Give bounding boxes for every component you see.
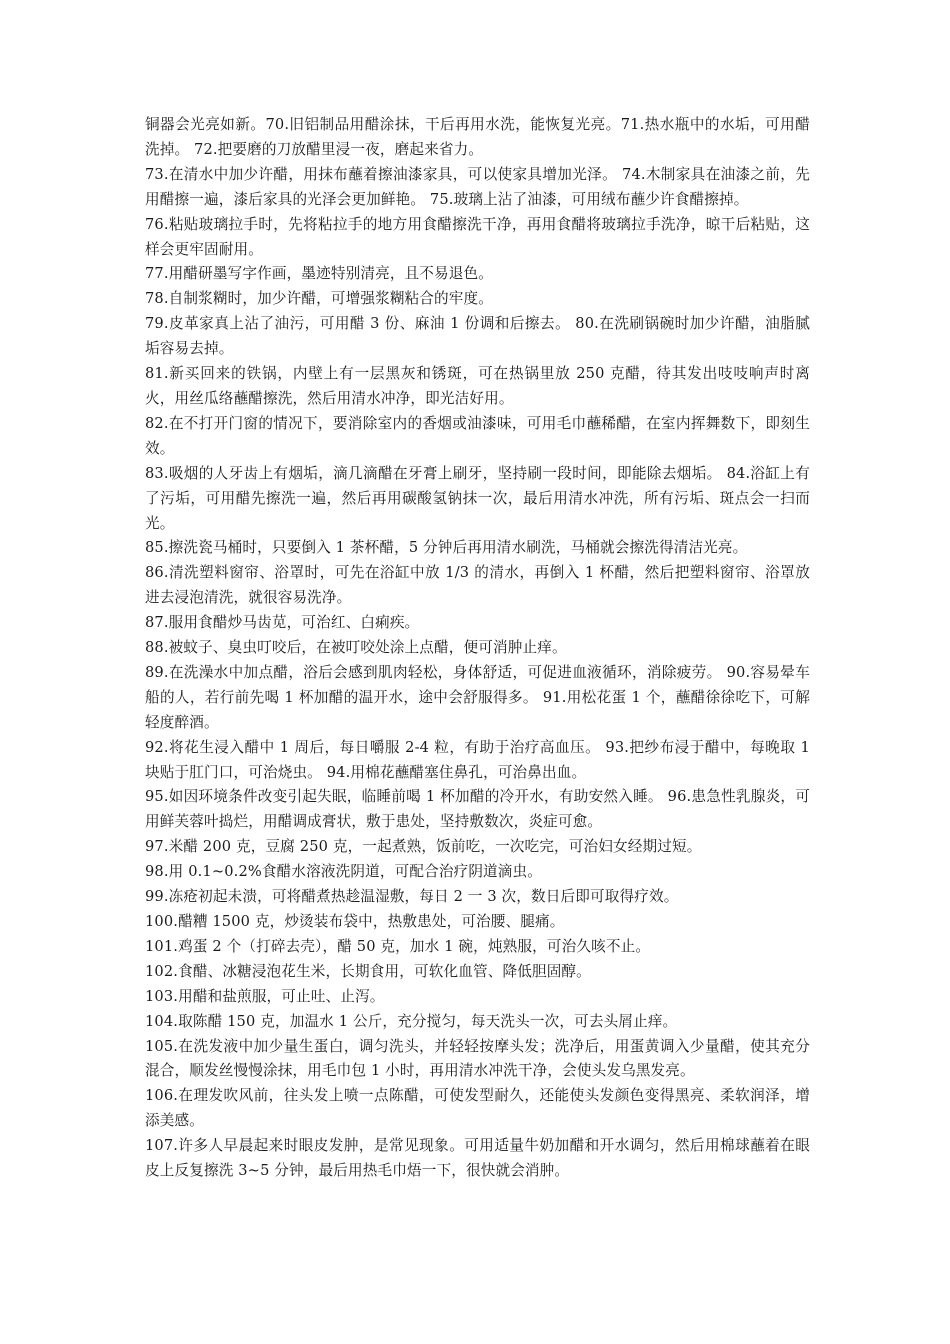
paragraph-3: 76.粘贴玻璃拉手时，先将粘拉手的地方用食醋擦洗干净，再用食醋将玻璃拉手洗净，晾干后粘贴，这样会更牢固耐用。: [145, 215, 810, 258]
paragraph-11: 86.清洗塑料窗帘、浴罩时，可先在浴缸中放 1/3 的清水，再倒入 1 杯醋，然后把塑料窗帘、浴罩放进去浸泡清洗，就很容易洗净。: [145, 564, 810, 607]
paragraph-20: 100.醋糟 1500 克，炒烫装布袋中，热敷患处，可治腰、腿痛。: [145, 913, 565, 930]
paragraph-27: 107.许多人早晨起来时眼皮发肿，是常见现象。可用适量牛奶加醋和开水调匀，然后用棉球蘸着在眼皮上反复擦洗 3~5 分钟，最后用热毛巾焐一下，很快就会消肿。: [145, 1137, 810, 1180]
paragraph-22: 102.食醋、冰糖浸泡花生米，长期食用，可软化血管、降低胆固醇。: [145, 962, 591, 980]
paragraph-5: 78.自制浆糊时，加少许醋，可增强浆糊粘合的牢度。: [145, 290, 494, 308]
paragraph-9: 83.吸烟的人牙齿上有烟垢，滴几滴醋在牙膏上刷牙，坚持刷一段时间，即能除去烟垢。 84.浴缸上有了污垢，可用醋先擦洗一遍，然后再用碳酸氢钠抹一次，最后用清水冲洗，所有污垢、斑点会一扫而光。: [145, 464, 810, 532]
paragraph-2: 73.在清水中加少许醋，用抹布蘸着擦油漆家具，可以使家具增加光泽。 74.木制家具在油漆之前，先用醋擦一遍，漆后家具的光泽会更加鲜艳。 75.玻璃上沾了油漆，可用绒布蘸少许食醋擦掉。: [145, 165, 810, 208]
paragraph-15: 92.将花生浸入醋中 1 周后，每日嚼服 2-4 粒，有助于治疗高血压。 93.把纱布浸于醋中，每晚取 1 块贴于肛门口，可治烧虫。 94.用棉花蘸醋塞住鼻孔，可治鼻出血。: [145, 738, 810, 781]
paragraph-4: 77.用醋研墨写字作画，墨迹特别清亮，且不易退色。: [145, 265, 494, 283]
paragraph-21: 101.鸡蛋 2 个（打碎去壳），醋 50 克，加水 1 碗，炖熟服，可治久咳不止。: [145, 937, 651, 955]
paragraph-26: 106.在理发吹风前，往头发上喷一点陈醋，可使发型耐久，还能使头发颜色变得黑亮、柔软润泽，增添美感。: [145, 1087, 810, 1130]
paragraph-16: 95.如因环境条件改变引起失眠，临睡前喝 1 杯加醋的冷开水，有助安然入睡。 96.患急性乳腺炎，可用鲜芙蓉叶捣烂，用醋调成膏状，敷于患处，坚持敷数次，炎症可愈。: [145, 788, 810, 831]
paragraph-6: 79.皮革家真上沾了油污，可用醋 3 份、麻油 1 份调和后擦去。 80.在洗刷锅碗时加少许醋，油脂腻垢容易去掉。: [145, 315, 810, 358]
paragraph-12: 87.服用食醋炒马齿苋，可治红、白痢疾。: [145, 614, 420, 632]
paragraph-7: 81.新买回来的铁锅，内壁上有一层黑灰和锈斑，可在热锅里放 250 克醋，待其发出吱吱响声时离火，用丝瓜络蘸醋擦洗，然后用清水冲净，即光洁好用。: [145, 365, 810, 407]
paragraph-17: 97.米醋 200 克，豆腐 250 克，一起煮熟，饭前吃，一次吃完，可治妇女经期过短。: [145, 838, 702, 856]
paragraph-14: 89.在洗澡水中加点醋，浴后会感到肌肉轻松，身体舒适，可促进血液循环，消除疲劳。 90.容易晕车船的人，若行前先喝 1 杯加醋的温开水，途中会舒服得多。 91.用松花蛋 1 个，蘸醋徐徐吃下，可解轻度醉酒。: [145, 663, 810, 731]
paragraph-10: 85.擦洗瓷马桶时，只要倒入 1 茶杯醋，5 分钟后再用清水刷洗，马桶就会擦洗得清洁光亮。: [145, 539, 748, 557]
body-text: [145, 113, 810, 1184]
paragraph-1: 铜器会光亮如新。70.旧铝制品用醋涂抹，干后再用水洗，能恢复光亮。71.热水瓶中的水垢，可用醋洗掉。 72.把要磨的刀放醋里浸一夜，磨起来省力。: [145, 116, 810, 158]
paragraph-8: 82.在不打开门窗的情况下，要消除室内的香烟或油漆味，可用毛巾蘸稀醋，在室内挥舞数下，即刻生效。: [145, 414, 810, 457]
paragraph-25: 105.在洗发液中加少量生蛋白，调匀洗头，并轻轻按摩头发；洗净后，用蛋黄调入少量醋，使其充分混合，顺发丝慢慢涂抹，用毛巾包 1 小时，再用清水冲洗干净，会使头发乌黑发亮。: [145, 1037, 810, 1080]
paragraph-19: 99.冻疮初起未溃，可将醋煮热趁温湿敷，每日 2 一 3 次，数日后即可取得疗效。: [145, 888, 679, 906]
paragraph-13: 88.被蚊子、臭虫叮咬后，在被叮咬处涂上点醋，便可消肿止痒。: [145, 639, 567, 657]
paragraph-18: 98.用 0.1~0.2%食醋水溶液洗阴道，可配合治疗阴道滴虫。: [145, 863, 543, 881]
paragraph-24: 104.取陈醋 150 克，加温水 1 公斤，充分搅匀，每天洗头一次，可去头屑止痒。: [145, 1012, 678, 1030]
paragraph-23: 103.用醋和盐煎服，可止吐、止泻。: [145, 987, 385, 1005]
